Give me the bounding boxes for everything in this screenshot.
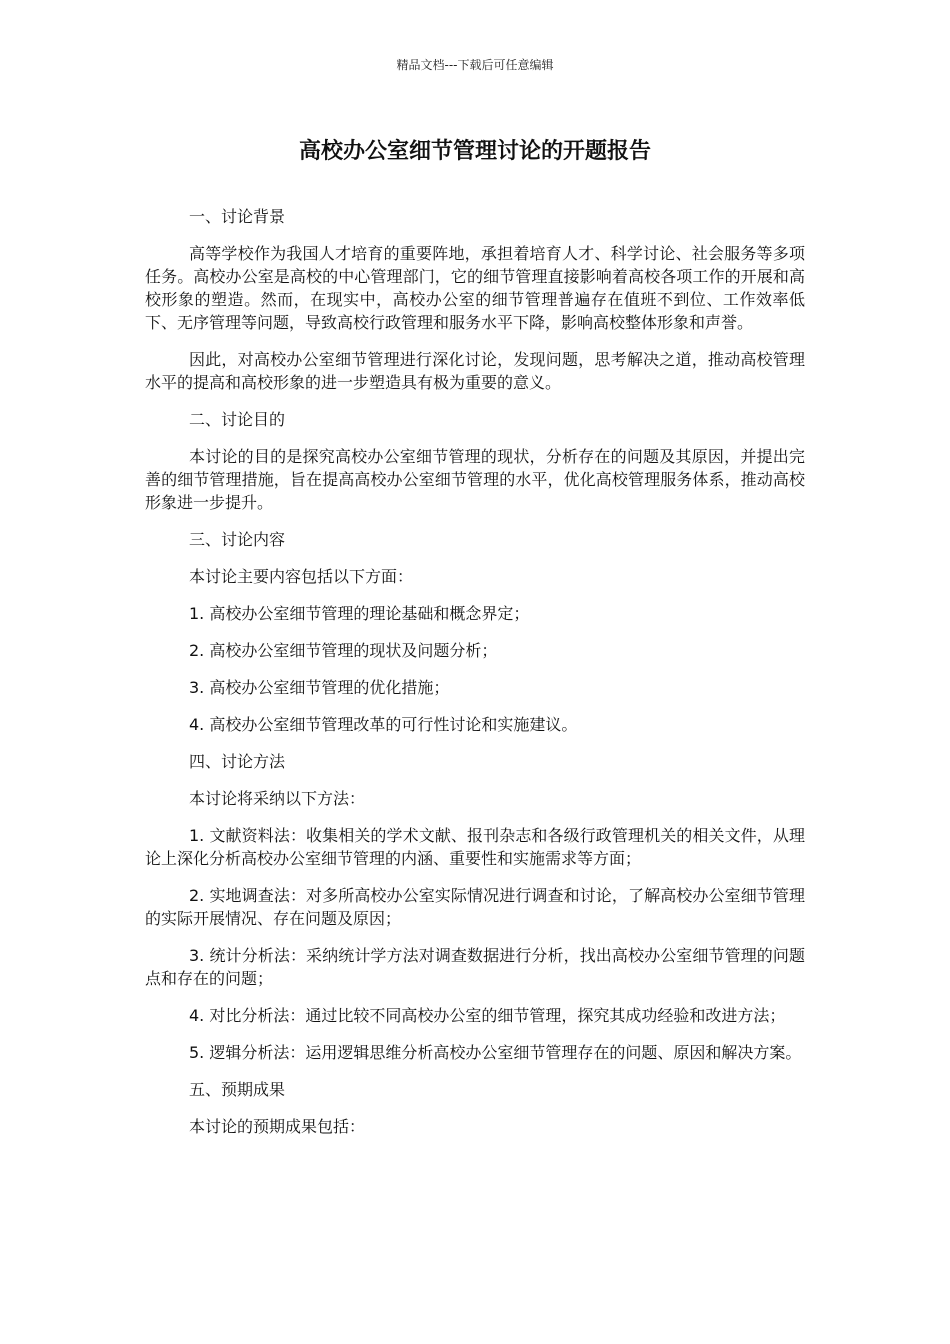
list-item: 4. 高校办公室细节管理改革的可行性讨论和实施建议。 [189, 715, 578, 734]
list-item: 2. 实地调查法：对多所高校办公室实际情况进行调查和讨论，了解高校办公室细节管理的实际开展情况、存在问题及原因； [145, 886, 805, 928]
document-title: 高校办公室细节管理讨论的开题报告 [298, 139, 651, 164]
paragraph-background: 高等学校作为我国人才培育的重要阵地，承担着培育人才、科学讨论、社会服务等多项任务。高校办公室是高校的中心管理部门，它的细节管理直接影响着高校各项工作的开展和高校形象的塑造。然而，在现实中，高校办公室的细节管理普遍存在值班不到位、工作效率低下、无序管理等问题，导致高校行政管理和服务水平下降，影响高校整体形象和声誉。 [145, 244, 805, 332]
list-item: 5. 逻辑分析法：运用逻辑思维分析高校办公室细节管理存在的问题、原因和解决方案。 [189, 1043, 802, 1062]
list-item: 1. 文献资料法：收集相关的学术文献、报刊杂志和各级行政管理机关的相关文件，从理论上深化分析高校办公室细节管理的内涵、重要性和实施需求等方面； [145, 826, 805, 868]
paragraph-content-intro: 本讨论主要内容包括以下方面： [189, 567, 414, 586]
section-heading-content: 三、讨论内容 [189, 530, 286, 549]
list-item: 2. 高校办公室细节管理的现状及问题分析； [189, 641, 498, 660]
list-item: 1. 高校办公室细节管理的理论基础和概念界定； [189, 604, 530, 623]
paragraph-purpose: 本讨论的目的是探究高校办公室细节管理的现状，分析存在的问题及其原因，并提出完善的细节管理措施，旨在提高高校办公室细节管理的水平，优化高校管理服务体系，推动高校形象进一步提升。 [145, 447, 805, 512]
list-item: 3. 高校办公室细节管理的优化措施； [189, 678, 450, 697]
paragraph-methods-intro: 本讨论将采纳以下方法： [189, 789, 366, 808]
section-heading-methods: 四、讨论方法 [189, 752, 286, 771]
document-body [145, 205, 805, 1152]
paragraph-outcomes-intro: 本讨论的预期成果包括： [189, 1117, 366, 1136]
section-heading-purpose: 二、讨论目的 [189, 410, 286, 429]
list-item: 4. 对比分析法：通过比较不同高校办公室的细节管理，探究其成功经验和改进方法； [189, 1006, 786, 1025]
section-heading-outcomes: 五、预期成果 [189, 1080, 286, 1099]
paragraph-significance: 因此，对高校办公室细节管理进行深化讨论，发现问题，思考解决之道，推动高校管理水平的提高和高校形象的进一步塑造具有极为重要的意义。 [145, 350, 805, 392]
section-heading-background: 一、讨论背景 [189, 207, 286, 226]
header-note: 精品文档---下载后可任意编辑 [396, 58, 554, 72]
list-item: 3. 统计分析法：采纳统计学方法对调查数据进行分析，找出高校办公室细节管理的问题点和存在的问题； [145, 946, 805, 988]
